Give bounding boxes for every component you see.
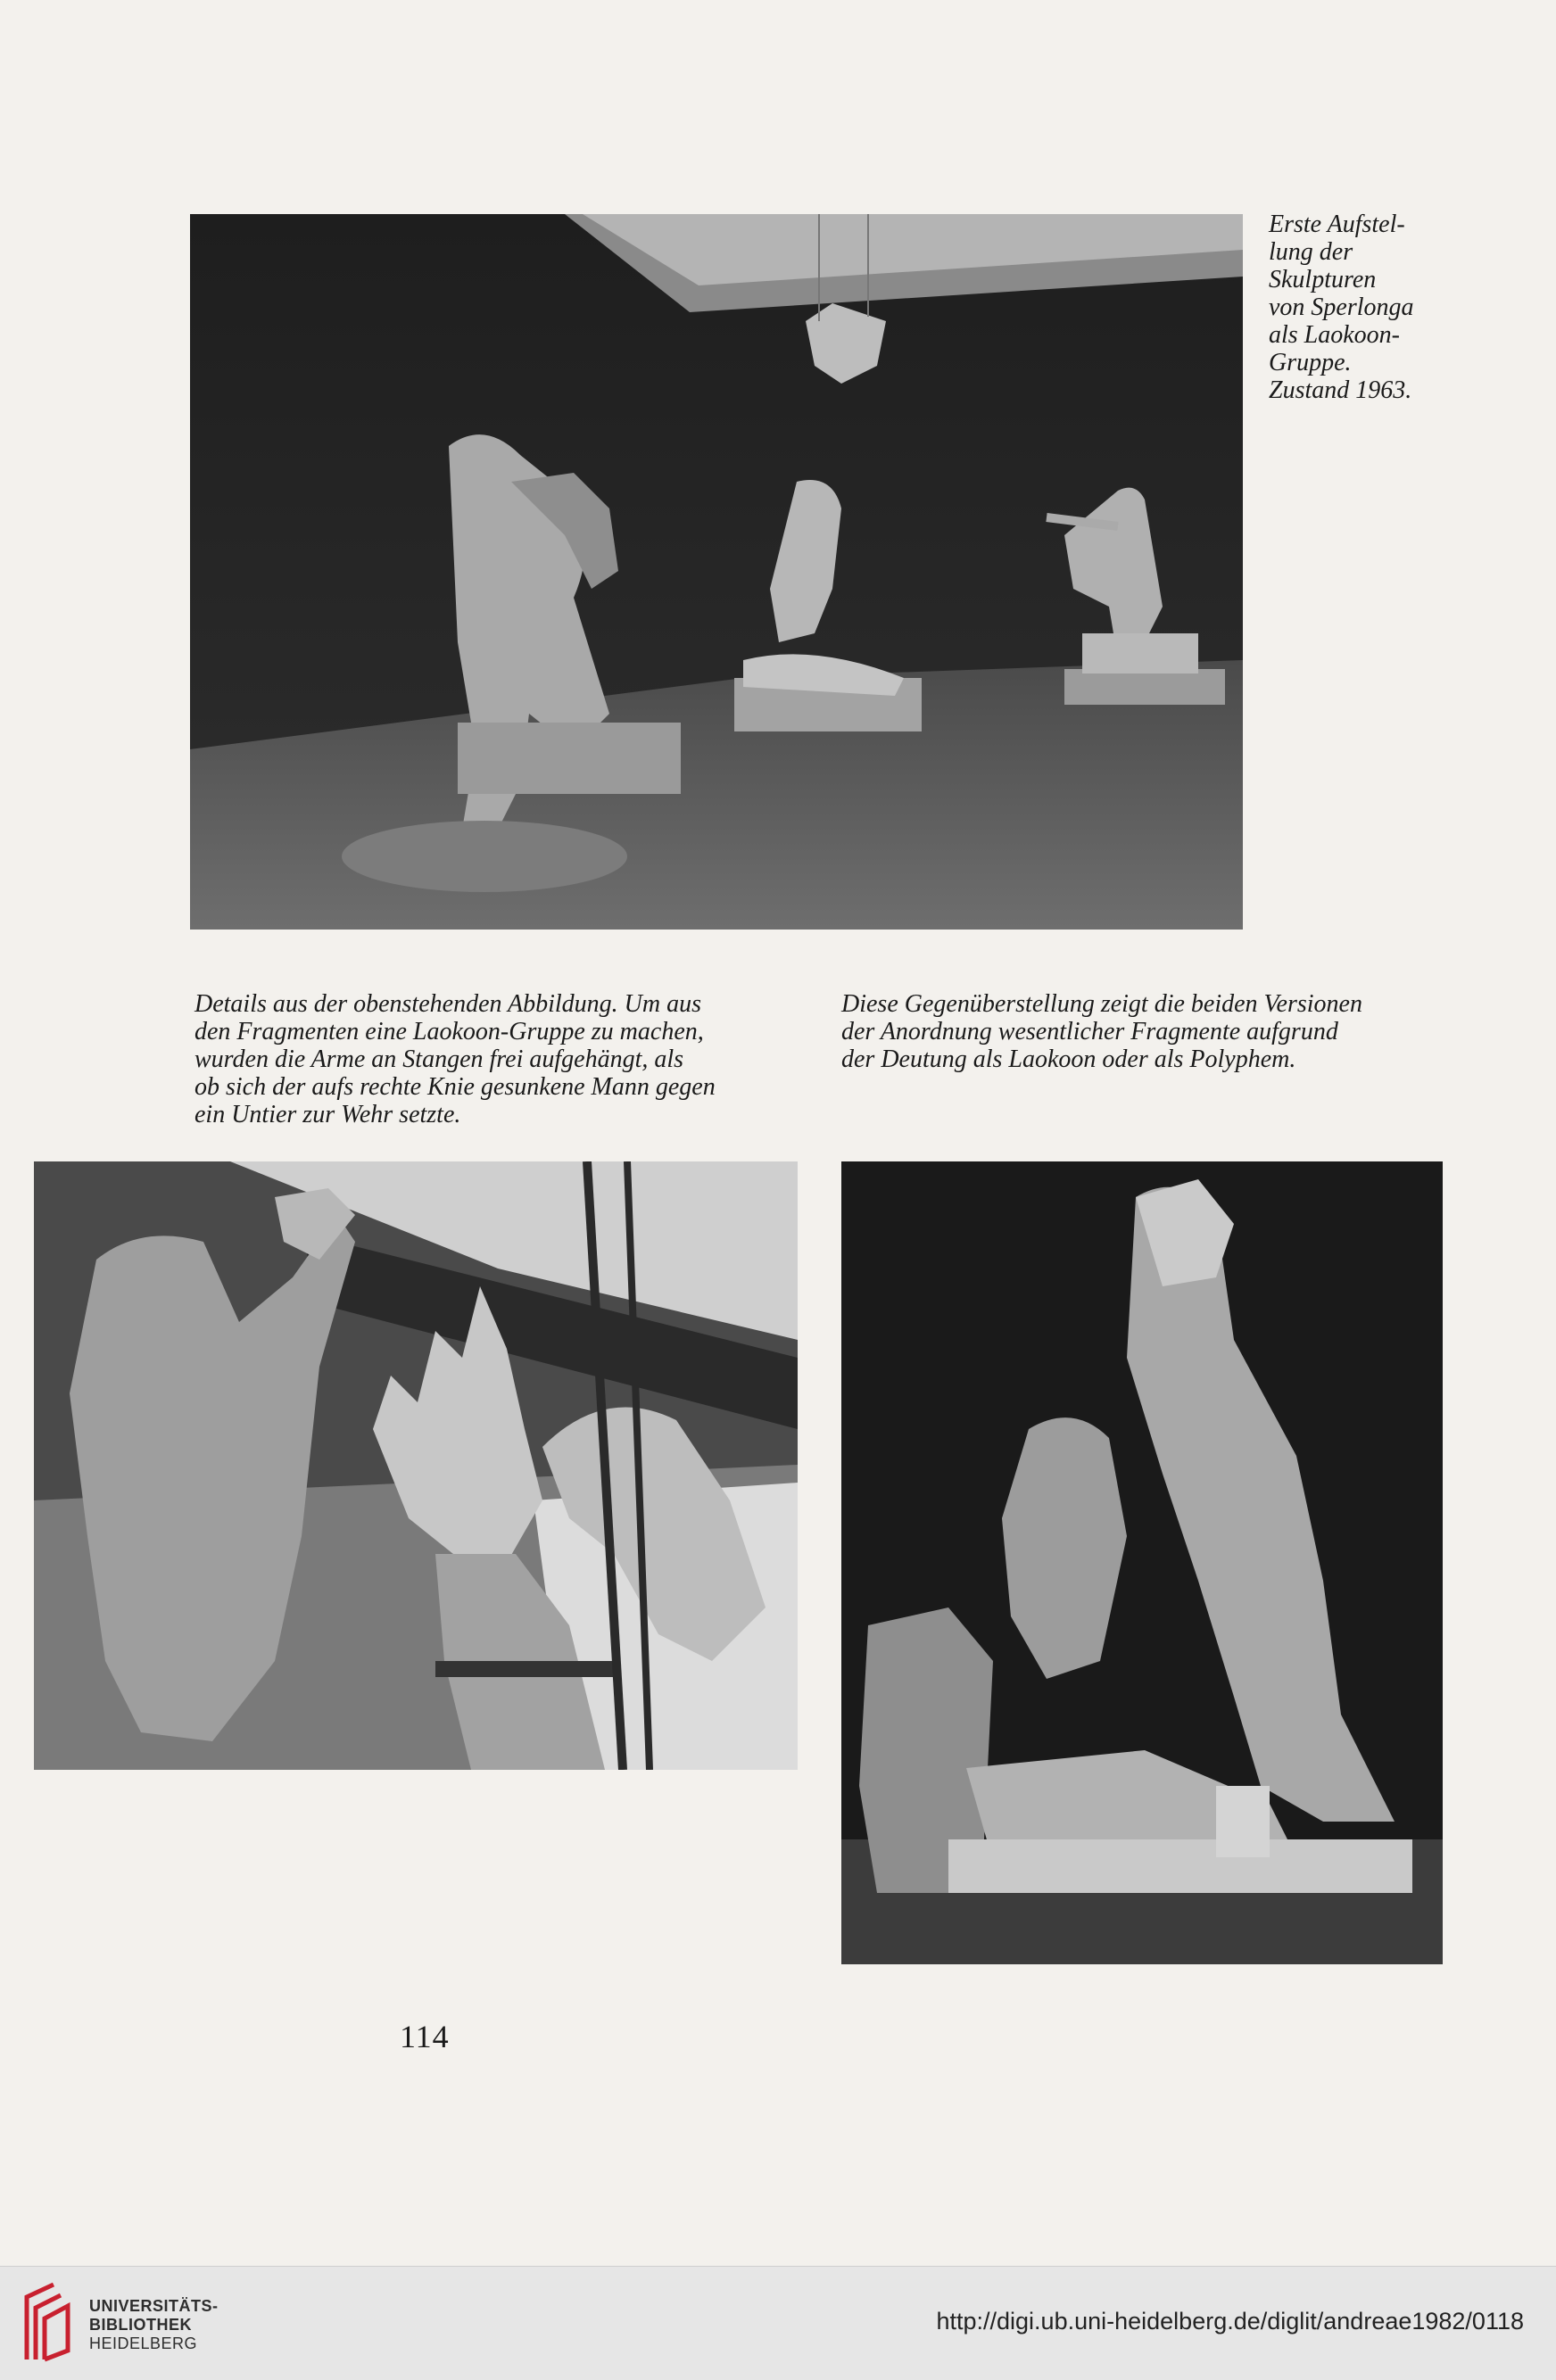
page-number: 114 [400,2019,450,2054]
caption-left-photo [194,990,801,1128]
caption-top-photo [1269,211,1465,404]
caption-line: ob sich der aufs rechte Knie gesunkene Mann gegen [194,1073,716,1101]
logo-stroke-outer [27,2285,54,2359]
caption-line: Diese Gegenüberstellung zeigt die beiden Versionen [841,990,1362,1018]
caption-line: Skulpturen [1269,266,1377,293]
university-library-logo-icon [18,2279,75,2365]
caption-line: den Fragmenten eine Laokoon-Gruppe zu machen, [194,1018,704,1045]
library-name-line: UNIVERSITÄTS- [89,2297,219,2315]
caption-line: Details aus der obenstehenden Abbildung. Um aus [194,990,701,1018]
photo-arm-fragments [34,1161,798,1770]
caption-line: Gruppe. [1269,349,1352,376]
caption-line: von Sperlonga [1269,293,1414,321]
caption-line: ein Untier zur Wehr setzte. [194,1101,461,1128]
library-name-line: BIBLIOTHEK [89,2316,192,2334]
photo-leg-fragments [841,1161,1443,1964]
caption-line: lung der [1269,238,1353,266]
library-name-line: HEIDELBERG [89,2335,198,2352]
caption-line: wurden die Arme an Stangen frei aufgehängt, als [194,1045,684,1073]
caption-line: als Laokoon- [1269,321,1400,349]
viewer-footer [0,2266,1556,2380]
logo-stroke-inner [45,2306,68,2359]
caption-line: Erste Aufstel- [1269,211,1405,238]
library-name [89,2297,219,2353]
caption-right-photo [841,990,1448,1073]
permalink-url[interactable]: http://digi.ub.uni-heidelberg.de/diglit/andreae1982/0118 [936,2308,1524,2335]
caption-line: Zustand 1963. [1269,376,1412,404]
caption-line: der Deutung als Laokoon oder als Polyphem. [841,1045,1296,1073]
photo-sculpture-installation-1963 [190,214,1243,930]
logo-stroke-middle [36,2295,61,2359]
caption-line: der Anordnung wesentlicher Fragmente aufgrund [841,1018,1338,1045]
